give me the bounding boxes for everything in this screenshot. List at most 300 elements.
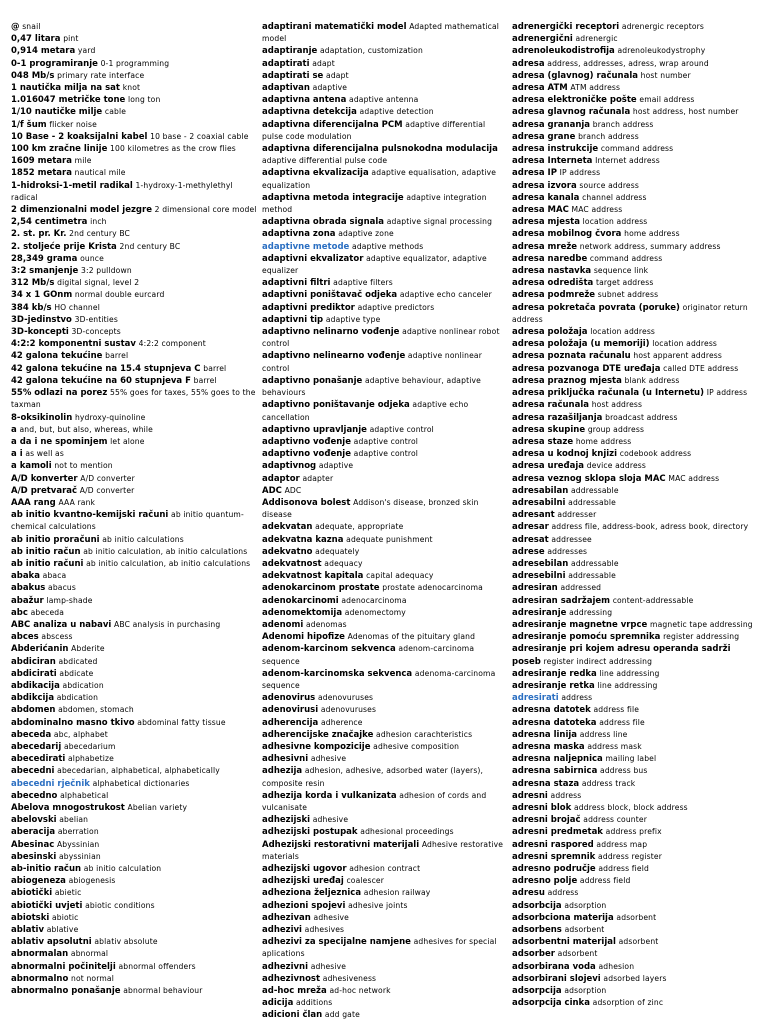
entry-term: adaptirati	[262, 58, 310, 69]
dictionary-entry	[262, 399, 508, 423]
entry-definition: blank address	[624, 375, 680, 385]
entry-definition: adhesive composition	[373, 741, 460, 751]
dictionary-entry	[512, 253, 758, 265]
entry-definition: capital adequacy	[366, 571, 434, 581]
entry-definition: adhesiveness	[322, 973, 377, 983]
entry-term: adresa nastavka	[512, 266, 592, 277]
entry-definition: ab initio calculations	[102, 534, 184, 544]
entry-definition: adhesion carachteristics	[376, 729, 473, 739]
dictionary-entry	[11, 814, 257, 826]
entry-term: adekvatno	[262, 546, 313, 557]
entry-definition: adequate, appropriate	[315, 522, 404, 532]
entry-definition: abnormal offenders	[118, 961, 196, 971]
entry-definition: abelian	[59, 815, 89, 825]
entry-definition: Adhesive restorative materials	[262, 839, 504, 861]
entry-term: abecedno	[11, 790, 58, 801]
entry-definition: adapter	[302, 473, 334, 483]
entry-term: abiotski	[11, 912, 50, 923]
entry-definition: adapt	[312, 58, 335, 68]
entry-definition: adenomectomy	[344, 607, 406, 617]
entry-term: adaptivno ponašanje	[262, 375, 363, 386]
dictionary-entry	[262, 668, 508, 692]
entry-definition: Internet address	[595, 156, 660, 166]
dictionary-entry	[11, 228, 257, 240]
entry-term: adaptirani matematički model	[262, 22, 407, 32]
entry-term: adrenoleukodistrofija	[512, 46, 615, 57]
entry-term: 55% odlazi na porez	[11, 388, 108, 399]
entry-term: 42 galona tekućine	[11, 351, 103, 362]
dictionary-entry	[262, 228, 508, 240]
entry-definition: alphabetical dictionaries	[92, 778, 190, 788]
dictionary-entry	[262, 167, 508, 191]
entry-definition: ablativ absolute	[94, 937, 158, 947]
entry-definition: cable	[104, 107, 127, 117]
entry-definition: adaptive equalizator, adaptive equalizer	[262, 253, 487, 276]
entry-definition: address map	[596, 839, 648, 849]
entry-definition: originator return address	[512, 302, 748, 324]
entry-definition: 100 kilometres as the crow flies	[110, 144, 236, 154]
entry-term: adaptivnog	[262, 461, 317, 472]
entry-definition: inch	[90, 217, 107, 227]
entry-definition: adaptive	[312, 83, 348, 93]
dictionary-entry	[262, 863, 508, 875]
entry-term: 1/f šum	[11, 119, 47, 130]
dictionary-entry	[262, 595, 508, 607]
dictionary-entry	[512, 375, 758, 387]
entry-term: adhezivnost	[262, 973, 321, 984]
entry-term: 8-oksikinolin	[11, 412, 73, 423]
entry-term: adresabilni	[512, 497, 566, 508]
entry-term: abeceda	[11, 729, 52, 740]
dictionary-entry	[512, 619, 758, 631]
entry-term: A/D konverter	[11, 473, 78, 484]
entry-term: adresa grane	[512, 131, 576, 142]
dictionary-entry	[11, 216, 257, 228]
entry-definition: abaca	[42, 571, 67, 581]
entry-definition: adrenoleukodystrophy	[617, 46, 706, 56]
entry-definition: Addison's disease, bronzed skin disease	[262, 497, 479, 520]
entry-term: adresa položaja	[512, 327, 588, 338]
entry-term: 3:2 smanjenje	[11, 266, 79, 277]
dictionary-entry	[262, 912, 508, 924]
entry-definition: adenomas	[305, 619, 347, 629]
entry-term: adenokarcinomi	[262, 595, 339, 606]
entry-term: Abelova mnogostrukost	[11, 803, 125, 813]
entry-definition: A/D converter	[80, 473, 135, 483]
entry-definition: adhesive	[312, 815, 349, 825]
entry-definition: ab initio calculation, ab initio calculations	[83, 546, 248, 556]
dictionary-entry	[262, 302, 508, 314]
dictionary-entry	[512, 180, 758, 192]
dictionary-entry	[11, 82, 257, 94]
entry-term: adresa	[512, 58, 545, 69]
entry-term: adekvatnost	[262, 558, 322, 569]
dictionary-entry	[512, 729, 758, 741]
dictionary-entry	[11, 94, 257, 106]
entry-term: Adhezijski restorativni materijali	[262, 839, 420, 850]
dictionary-entry	[11, 21, 257, 33]
dictionary-entry	[512, 851, 758, 863]
entry-definition: adsorption	[564, 986, 607, 996]
entry-definition: adsorbent	[618, 937, 659, 947]
dictionary-entry	[11, 289, 257, 301]
entry-definition: mailing label	[605, 754, 657, 764]
entry-term: abakus	[11, 583, 46, 594]
entry-definition: adrenergic receptors	[621, 22, 704, 31]
entry-definition: abdomen, stomach	[58, 705, 134, 715]
entry-definition: broadcast address	[605, 412, 678, 422]
entry-term: a da i ne spominjem	[11, 436, 108, 447]
dictionary-entry	[262, 997, 508, 1009]
entry-term: Abderićanin	[11, 644, 69, 655]
dictionary-entry	[11, 729, 257, 741]
entry-definition: ab initio calculation	[83, 864, 162, 874]
entry-definition: address file	[593, 705, 640, 715]
dictionary-entry	[11, 253, 257, 265]
entry-definition: abdominal fatty tissue	[137, 717, 226, 727]
entry-term: adaptivno upravljanje	[262, 424, 367, 435]
entry-definition: host number	[640, 70, 691, 80]
entry-term: adresiran sadržajem	[512, 595, 610, 606]
dictionary-entry	[512, 863, 758, 875]
dictionary-entry	[11, 33, 257, 45]
dictionary-entry	[11, 155, 257, 167]
entry-term: adresna linija	[512, 729, 578, 740]
dictionary-entry	[512, 826, 758, 838]
entry-definition: adaptive behaviour, adaptive behaviours	[262, 375, 481, 398]
entry-definition: addressee	[551, 534, 592, 544]
dictionary-entry	[11, 436, 257, 448]
dictionary-entry	[11, 875, 257, 887]
dictionary-entry	[262, 924, 508, 936]
dictionary-entry	[11, 826, 257, 838]
entry-definition: location address	[590, 327, 656, 337]
entry-term: adresna sabirnica	[512, 766, 598, 777]
dictionary-entry	[512, 997, 758, 1009]
entry-term: 2 dimenzionalni model jezgre	[11, 205, 152, 216]
dictionary-entry	[512, 241, 758, 253]
dictionary-entry	[262, 839, 508, 863]
dictionary-entry	[512, 82, 758, 94]
dictionary-entry	[11, 973, 257, 985]
dictionary-entry	[262, 253, 508, 277]
dictionary-entry	[262, 717, 508, 729]
entry-term: abdikcija	[11, 693, 55, 704]
entry-definition: adenom-carcinoma sequence	[262, 644, 475, 666]
entry-definition: adaptive detection	[359, 107, 434, 117]
dictionary-entry	[512, 668, 758, 680]
entry-definition: command address	[600, 144, 674, 154]
dictionary-entry	[512, 521, 758, 533]
entry-definition: snail	[22, 22, 41, 31]
dictionary-entry	[512, 460, 758, 472]
entry-definition: IP address	[559, 168, 601, 178]
entry-term: ab initio račun	[11, 546, 81, 557]
dictionary-entry	[262, 765, 508, 789]
entry-definition: barrel	[105, 351, 129, 361]
entry-term: adaptiranje	[262, 46, 318, 57]
entry-definition: Abyssinian	[56, 839, 100, 849]
entry-term: 0,47 litara	[11, 34, 61, 45]
dictionary-entry	[512, 265, 758, 277]
entry-definition: abdicated	[58, 656, 98, 666]
dictionary-entry	[11, 424, 257, 436]
entry-term: adaptivan	[262, 83, 310, 94]
entry-term: adherencija	[262, 717, 319, 728]
dictionary-entry	[262, 607, 508, 619]
entry-definition: location address	[582, 217, 648, 227]
entry-term: adaptor	[262, 473, 300, 484]
entry-term: abnormalno	[11, 973, 69, 984]
entry-term: adaptivni tip	[262, 314, 324, 325]
dictionary-entry	[11, 887, 257, 899]
entry-definition: address counter	[583, 815, 647, 825]
entry-term: 34 x 1 GOnm	[11, 290, 73, 301]
dictionary-entry	[512, 216, 758, 228]
dictionary-entry	[262, 119, 508, 143]
dictionary-entry	[11, 497, 257, 509]
entry-definition: address field	[579, 876, 631, 886]
entry-term: adresant	[512, 510, 555, 521]
entry-term: adresa IP	[512, 168, 557, 179]
entry-definition: barrel	[193, 375, 217, 385]
dictionary-entry	[512, 70, 758, 82]
dictionary-entry	[512, 607, 758, 619]
entry-definition: alphabetize	[68, 754, 114, 764]
entry-definition: HO channel	[54, 302, 100, 312]
dictionary-entry	[512, 558, 758, 570]
dictionary-entry	[262, 192, 508, 216]
entry-definition: 55% goes for taxes, 55% goes to the taxman	[11, 388, 256, 410]
entry-definition: adhesion railway	[363, 888, 431, 898]
dictionary-entry	[11, 717, 257, 729]
entry-term: adresa uređaja	[512, 461, 585, 472]
entry-definition: branch address	[592, 119, 654, 129]
entry-definition: codebook address	[619, 449, 692, 459]
entry-term: adresebilan	[512, 558, 569, 569]
dictionary-entry	[11, 302, 257, 314]
entry-term: adaptivni poništavač odjeka	[262, 290, 398, 301]
entry-term: adheziona željeznica	[262, 888, 362, 899]
entry-definition: AAA rank	[58, 497, 96, 507]
entry-definition: adrenergic	[575, 34, 618, 44]
entry-term: adresa priključka računala (u Internetu)	[512, 388, 704, 399]
entry-term: abdomen	[11, 705, 56, 716]
entry-term: 4:2:2 komponentni sustav	[11, 339, 136, 350]
entry-definition: adaptation, customization	[319, 46, 423, 56]
dictionary-entry	[512, 887, 758, 899]
entry-term: adresiranje pri kojem adresu operanda sadrži poseb	[512, 644, 731, 667]
entry-term: adresar	[512, 522, 549, 533]
entry-definition: host address	[591, 400, 643, 410]
dictionary-entry	[512, 326, 758, 338]
entry-term: ad-hoc mreža	[262, 986, 327, 997]
dictionary-entry	[512, 338, 758, 350]
entry-term: ablativ apsolutni	[11, 937, 92, 948]
entry-definition: adsorbent	[616, 912, 657, 922]
entry-definition: addresser	[557, 510, 597, 520]
entry-definition: address file, address-book, adress book, directory	[551, 522, 749, 532]
dictionary-entry	[512, 704, 758, 716]
entry-definition: register indirect addressing	[543, 656, 653, 666]
entry-term: adhezijski uređaj	[262, 876, 344, 887]
entry-definition: abscess	[41, 632, 73, 642]
entry-term: adhezijski postupak	[262, 827, 358, 838]
entry-definition: device address	[586, 461, 647, 471]
dictionary-entry	[512, 534, 758, 546]
entry-term: adaptivno vođenje	[262, 449, 351, 460]
entry-column-2	[262, 21, 508, 1022]
dictionary-entry	[512, 387, 758, 399]
entry-term: adresu	[512, 888, 545, 899]
entry-definition: adsorption	[564, 900, 607, 910]
entry-term[interactable]: adresirati	[512, 693, 559, 704]
entry-term: 384 kb/s	[11, 302, 52, 313]
entry-definition: A/D converter	[79, 485, 135, 495]
dictionary-entry	[11, 375, 257, 387]
entry-term: adhesivni	[262, 754, 309, 765]
dictionary-entry	[11, 619, 257, 631]
dictionary-entry	[262, 887, 508, 899]
dictionary-entry	[262, 985, 508, 997]
entry-term: Abesinac	[11, 839, 55, 850]
dictionary-entry	[262, 82, 508, 94]
dictionary-entry	[11, 204, 257, 216]
entry-definition: adaptive nonlinear control	[262, 351, 482, 373]
entry-term: 0,914 metara	[11, 46, 76, 57]
dictionary-entry	[11, 668, 257, 680]
entry-term[interactable]: abecedni rječnik	[11, 778, 90, 789]
entry-term: adenom-karcinomska sekvenca	[262, 668, 413, 679]
entry-term: adhezijski ugovor	[262, 864, 347, 875]
entry-term: adresa instrukcije	[512, 144, 599, 155]
entry-term[interactable]: adaptivne metode	[262, 241, 350, 252]
entry-term: adresa podmreže	[512, 290, 596, 301]
entry-term: adicioni član	[262, 1010, 323, 1021]
dictionary-entry	[11, 326, 257, 338]
entry-definition: long ton	[128, 95, 161, 105]
entry-term: adicija	[262, 998, 294, 1009]
entry-definition: adhesives for special aplications	[262, 937, 497, 959]
entry-definition: source address	[579, 180, 639, 190]
entry-term: adaptivno poništavanje odjeka	[262, 400, 410, 411]
entry-definition: register addressing	[663, 632, 740, 642]
entry-term: adresa u kodnoj knjizi	[512, 449, 618, 460]
entry-term: adhesivne kompozicije	[262, 741, 371, 752]
dictionary-entry	[512, 119, 758, 131]
entry-term: 2. st. pr. Kr.	[11, 229, 67, 240]
entry-term: ab-initio račun	[11, 864, 82, 875]
entry-definition: adaptive zone	[338, 229, 394, 239]
entry-definition: adequate punishment	[346, 534, 433, 544]
dictionary-entry	[512, 509, 758, 521]
entry-definition: coalescer	[346, 876, 384, 886]
entry-term: adresa poznata računalu	[512, 351, 631, 362]
dictionary-entry	[11, 631, 257, 643]
entry-term: adsorbirani slojevi	[512, 973, 601, 984]
dictionary-entry	[11, 241, 257, 253]
entry-term: 10 Base - 2 koaksijalni kabel	[11, 131, 148, 142]
entry-term: adsorbentni materijal	[512, 937, 616, 948]
entry-definition: address prefix	[605, 827, 662, 837]
entry-definition: barrel	[203, 363, 227, 373]
entry-definition: 2nd century BC	[69, 229, 131, 239]
dictionary-entry	[512, 790, 758, 802]
dictionary-entry	[11, 595, 257, 607]
entry-term: adresiranje retka	[512, 680, 595, 691]
dictionary-entry	[262, 314, 508, 326]
dictionary-entry	[512, 765, 758, 777]
entry-term: adresa ATM	[512, 83, 568, 94]
dictionary-entry	[262, 631, 508, 643]
dictionary-entry	[262, 21, 508, 45]
entry-term: adresa odredišta	[512, 278, 594, 289]
entry-definition: prostate adenocarcinoma	[382, 583, 483, 593]
dictionary-entry	[512, 802, 758, 814]
entry-definition: 1-hydroxy-1-methylethyl radical	[11, 180, 233, 202]
entry-term: adresebilni	[512, 571, 566, 582]
entry-definition: adaptive control	[353, 436, 419, 446]
entry-term: adsorpcija	[512, 986, 562, 997]
entry-term: adsorbciona materija	[512, 912, 614, 923]
entry-definition: address file	[599, 717, 645, 727]
dictionary-entry	[512, 875, 758, 887]
entry-term: ab initio računi	[11, 558, 84, 569]
dictionary-entry	[262, 350, 508, 374]
entry-definition: adaptive filters	[333, 278, 393, 288]
dictionary-entry	[262, 534, 508, 546]
entry-term: adresni brojač	[512, 815, 581, 826]
dictionary-entry	[262, 900, 508, 912]
entry-term: adresat	[512, 534, 549, 545]
dictionary-entry	[512, 595, 758, 607]
entry-definition: adsorbent	[557, 949, 598, 959]
dictionary-entry	[262, 375, 508, 399]
entry-definition: home address	[624, 229, 680, 239]
dictionary-entry	[11, 753, 257, 765]
entry-definition: 0-1 programming	[100, 58, 170, 68]
entry-definition: command address	[589, 253, 663, 263]
dictionary-entry	[11, 924, 257, 936]
dictionary-entry	[262, 497, 508, 521]
entry-definition: adhesive	[313, 912, 349, 922]
dictionary-entry	[262, 58, 508, 70]
entry-definition: adequately	[315, 546, 360, 556]
entry-term: abelovski	[11, 815, 57, 826]
dictionary-entry	[11, 180, 257, 204]
entry-definition: content-addressable	[612, 595, 694, 605]
dictionary-entry	[11, 643, 257, 655]
entry-term: adhezivan	[262, 912, 311, 923]
dictionary-entry	[262, 961, 508, 973]
dictionary-entry	[512, 973, 758, 985]
entry-definition: adsorbent	[564, 925, 605, 935]
dictionary-entry	[262, 485, 508, 497]
dictionary-entry	[262, 729, 508, 741]
entry-definition: ATM address	[570, 83, 621, 93]
dictionary-entry	[11, 680, 257, 692]
dictionary-entry	[262, 619, 508, 631]
entry-definition: not to mention	[54, 461, 113, 471]
dictionary-entry	[512, 228, 758, 240]
entry-term: adresa skupine	[512, 424, 586, 435]
entry-definition: as well as	[25, 449, 64, 459]
entry-term: 1609 metara	[11, 156, 72, 167]
dictionary-entry	[512, 473, 758, 485]
entry-definition: flicker noise	[49, 119, 97, 129]
entry-definition: adaptive control	[369, 424, 434, 434]
entry-term: adresa grananja	[512, 119, 591, 130]
